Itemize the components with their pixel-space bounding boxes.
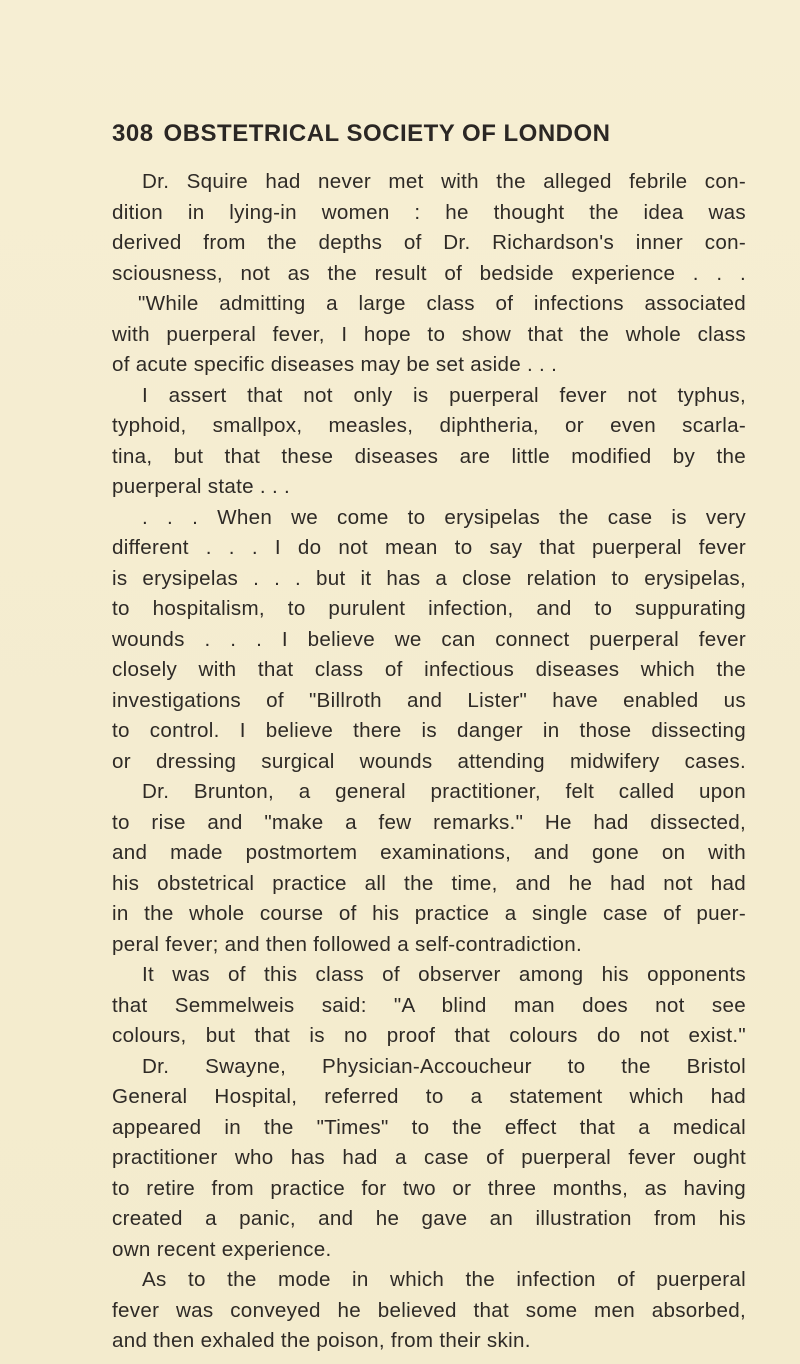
text-line: wounds . . . I believe we can connect puerperal fever: [112, 627, 746, 651]
text-line: to retire from practice for two or three months, as having: [112, 1176, 746, 1200]
text-line: General Hospital, referred to a statement which had: [112, 1085, 746, 1108]
text-line: in the whole course of his practice a single case of puer-: [112, 902, 746, 925]
text-line: I assert that not only is puerperal fever not typhus,: [142, 383, 746, 407]
text-line: that Semmelweis said: "A blind man does not see: [112, 993, 746, 1017]
text-line: own recent experience.: [112, 1237, 332, 1261]
running-head: [112, 120, 752, 150]
text-line: appeared in the "Times" to the effect that a medical: [112, 1115, 746, 1139]
text-line: dition in lying-in women : he thought the idea was: [112, 200, 746, 224]
text-line: practitioner who has had a case of puerperal fever ought: [112, 1146, 746, 1169]
text-line: is erysipelas . . . but it has a close relation to erysipelas,: [112, 566, 746, 590]
page-number: 308: [112, 120, 154, 147]
text-line: It was of this class of observer among his opponents: [142, 963, 746, 986]
text-line: puerperal state . . .: [112, 475, 291, 498]
text-line: investigations of "Billroth and Lister" have enabled us: [112, 688, 746, 712]
body-text: [112, 167, 746, 1357]
text-line: As to the mode in which the infection of puerperal: [142, 1268, 746, 1291]
text-line: tina, but that these diseases are little modified by the: [112, 444, 746, 468]
text-line: . . . When we come to erysipelas the case is very: [142, 505, 746, 529]
text-line: to rise and "make a few remarks." He had dissected,: [112, 810, 746, 834]
text-line: his obstetrical practice all the time, and he had not had: [112, 871, 746, 895]
text-line: "While admitting a large class of infections associated: [138, 292, 746, 315]
text-line: colours, but that is no proof that colours do not exist.": [112, 1024, 746, 1047]
text-line: closely with that class of infectious diseases which the: [112, 658, 746, 681]
text-line: Dr. Brunton, a general practitioner, felt called upon: [142, 780, 746, 803]
text-line: fever was conveyed he believed that some men absorbed,: [112, 1298, 746, 1322]
text-line: with puerperal fever, I hope to show that the whole class: [112, 322, 746, 346]
text-line: Dr. Squire had never met with the alleged febrile con-: [142, 170, 746, 193]
text-line: peral fever; and then followed a self-contradiction.: [112, 932, 583, 956]
text-line: sciousness, not as the result of bedside experience . . .: [112, 261, 746, 285]
text-line: different . . . I do not mean to say that puerperal fever: [112, 536, 746, 559]
running-head-title: OBSTETRICAL SOCIETY OF LONDON: [163, 120, 611, 147]
text-line: created a panic, and he gave an illustration from his: [112, 1207, 746, 1230]
text-line: and then exhaled the poison, from their skin.: [112, 1329, 531, 1352]
text-line: and made postmortem examinations, and gone on with: [112, 841, 746, 864]
text-line: typhoid, smallpox, measles, diphtheria, or even scarla-: [112, 414, 746, 437]
text-line: to control. I believe there is danger in those dissecting: [112, 719, 746, 742]
text-line: derived from the depths of Dr. Richardson's inner con-: [112, 231, 746, 254]
text-line: of acute specific diseases may be set aside . . .: [112, 353, 558, 376]
text-line: to hospitalism, to purulent infection, and to suppurating: [112, 597, 746, 620]
text-line: Dr. Swayne, Physician-Accoucheur to the Bristol: [142, 1054, 746, 1078]
text-line: or dressing surgical wounds attending midwifery cases.: [112, 749, 746, 773]
